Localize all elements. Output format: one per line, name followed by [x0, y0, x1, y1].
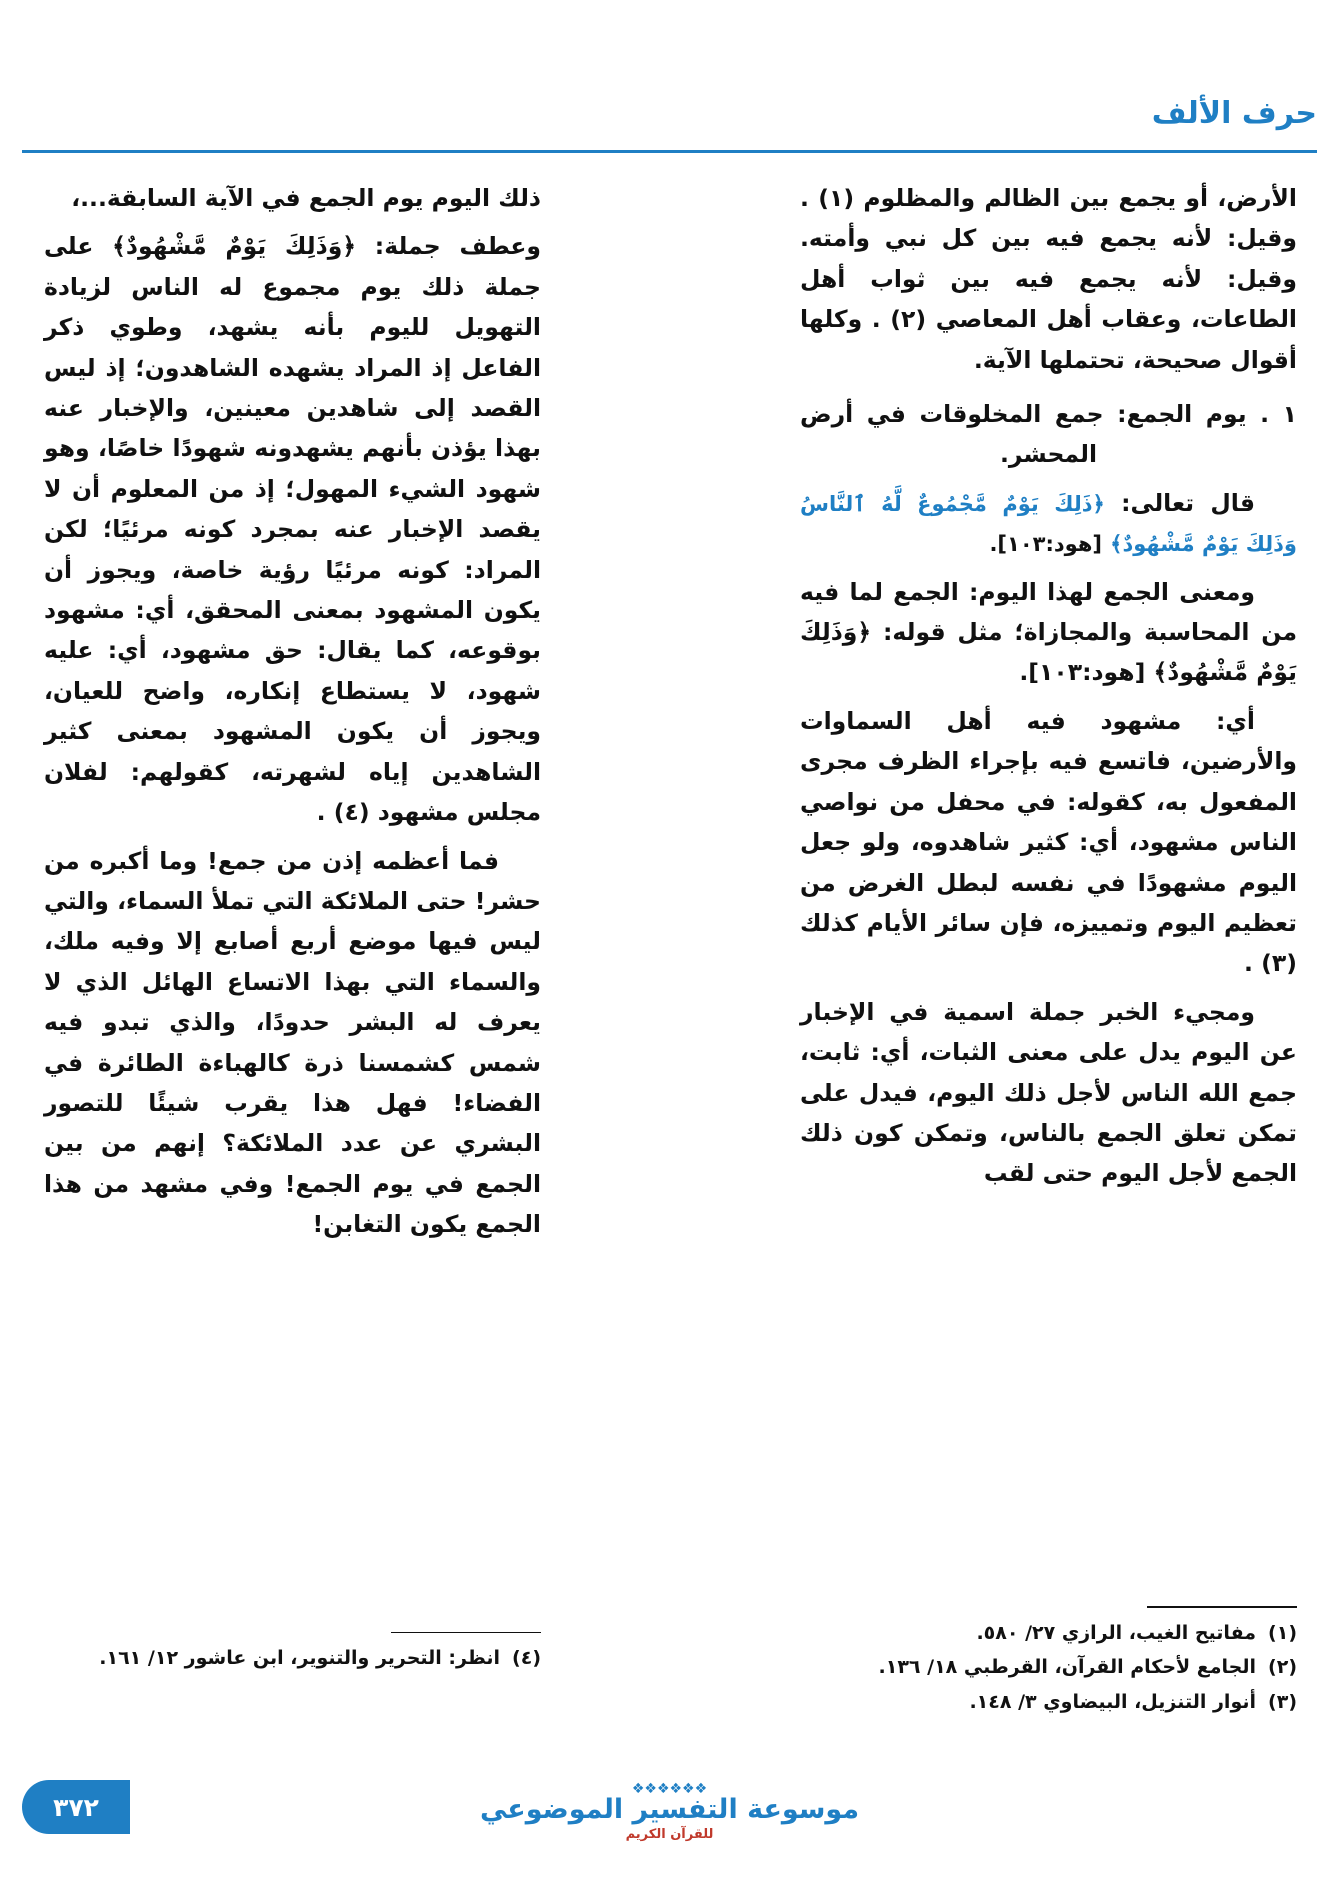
page-number: ٣٧٢ [22, 1780, 130, 1834]
header-title: حرف الألف [1151, 96, 1317, 131]
footnote-item [800, 1652, 1297, 1683]
column-left [44, 178, 541, 1253]
footnote-text: أنوار التنزيل، البيضاوي ٣/ ١٤٨. [969, 1691, 1257, 1714]
quran-verse-text: ﴿ذَلِكَ يَوْمٌ مَّجْمُوعٌ لَّهُ ٱلنَّاسُ [800, 491, 1105, 516]
column-right [800, 178, 1297, 1202]
paragraph [800, 992, 1297, 1194]
page-footer [0, 1758, 1339, 1848]
paragraph [44, 226, 541, 832]
paragraph-text: ومعنى الجمع لهذا اليوم: الجمع لما فيه من المحاسبة والمجازاة؛ مثل قوله: ﴿وَذَلِكَ يَوْمٌ مَّشْهُودٌ﴾ [هود:١٠٣]. [800, 577, 1297, 687]
footnote-item [44, 1643, 541, 1674]
paragraph-text: الأرض، أو يجمع بين الظالم والمظلوم (١) . وقيل: لأنه يجمع فيه بين كل نبي وأمته. وقيل: لأنه يجمع فيه بين ثواب أهل الطاعات، وعقاب أهل المعاصي (٢) . وكلها أقوال صحيحة، تحتملها الآية. [800, 184, 1297, 374]
footnote-text: الجامع لأحكام القرآن، القرطبي ١٨/ ١٣٦. [878, 1656, 1257, 1679]
logo-subtitle: للقرآن الكريم [625, 1827, 714, 1842]
footnote-number: (٤) [512, 1647, 541, 1670]
footnote-item [800, 1687, 1297, 1718]
footnote-divider [1147, 1606, 1297, 1608]
quran-lead-in: قال تعالى: [1121, 488, 1255, 517]
entry-term: يوم الجمع: [1117, 400, 1247, 429]
header-divider [22, 150, 1317, 153]
paragraph-text: ومجيء الخبر جملة اسمية في الإخبار عن اليوم يدل على معنى الثبات، أي: ثابت، جمع الله الناس لأجل ذلك اليوم، فيدل على تمكن تعلق الجمع بالناس، وتمكن كون ذلك الجمع لأجل اليوم حتى لقب [800, 997, 1297, 1188]
footnote-text: مفاتيح الغيب، الرازي ٢٧/ ٥٨٠. [976, 1621, 1257, 1644]
paragraph [44, 841, 541, 1245]
footnote-number: (١) [1268, 1621, 1297, 1644]
paragraph-text: ذلك اليوم يوم الجمع في الآية السابقة...، [71, 184, 541, 212]
paragraph [800, 178, 1297, 380]
quran-citation-1 [800, 483, 1297, 564]
paragraph-text: وعطف جملة: ﴿وَذَلِكَ يَوْمٌ مَّشْهُودٌ﴾ على جملة ذلك يوم مجموع له الناس لزيادة التهويل لليوم بأنه يشهد، وطوي ذكر الفاعل إذ المراد يشهده الشاهدون؛ إذ ليس القصد إلى شاهدين معينين، والإخبار عنه بهذا يؤذن بأنهم يشهدونه شهودًا خاصًا، وهو شهود الشيء المهول؛ إذ من المعلوم أن لا يقصد الإخبار عنه بمجرد كونه مرئيًا؛ لكن المراد: كونه مرئيًا رؤية خاصة، ويجوز أن يكون المشهود بمعنى المحقق، أي: مشهود بوقوعه، كما يقال: حق مشهود، أي: عليه شهود، لا يستطاع إنكاره، واضح للعيان، ويجوز أن يكون المشهود بمعنى كثير الشاهدين إياه لشهرته، كقولهم: لفلان مجلس مشهود (٤) . [44, 232, 541, 827]
quran-verse-reference: [هود:١٠٣]. [989, 532, 1102, 557]
page-header [22, 96, 1317, 160]
footnotes-left [44, 1632, 541, 1678]
footnote-divider [391, 1632, 541, 1634]
quran-verse-text-cont: وَذَلِكَ يَوْمٌ مَّشْهُودٌ﴾ [1110, 532, 1297, 557]
footnotes-right [800, 1606, 1297, 1722]
numbered-entry [800, 394, 1297, 475]
footnote-text: انظر: التحرير والتنوير، ابن عاشور ١٢/ ١٦١. [99, 1647, 501, 1670]
publisher-logo [479, 1780, 860, 1842]
footnote-number: (٣) [1268, 1691, 1297, 1714]
footnote-item [800, 1618, 1297, 1649]
footnote-number: (٢) [1268, 1656, 1297, 1679]
paragraph [800, 572, 1297, 693]
entry-number: ١ . [1260, 400, 1298, 429]
paragraph [800, 701, 1297, 984]
entry-text: جمع المخلوقات في أرض المحشر. [800, 400, 1104, 469]
paragraph [44, 178, 541, 218]
logo-ornament: ❖❖❖❖❖❖ [631, 1780, 708, 1797]
paragraph-text: أي: مشهود فيه أهل السماوات والأرضين، فاتسع فيه بإجراء الظرف مجرى المفعول به، كقوله: في محفل من نواصي الناس مشهود، أي: كثير شاهدوه، ولو جعل اليوم مشهودًا في نفسه لبطل الغرض من تعظيم اليوم وتمييزه، فإن سائر الأيام كذلك (٣) . [800, 706, 1297, 978]
logo-title: موسوعة التفسير الموضوعي [479, 1794, 860, 1826]
paragraph-text: فما أعظمه إذن من جمع! وما أكبره من حشر! حتى الملائكة التي تملأ السماء، والتي ليس فيها موضع أربع أصابع إلا وفيه ملك، والسماء التي بهذا الاتساع الهائل الذي لا يعرف له البشر حدودًا، والذي تبدو فيه شمس كشمسنا ذرة كالهباءة الطائرة في الفضاء! فهل هذا يقرب شيئًا للتصور البشري عن عدد الملائكة؟ إنهم من بين الجمع في يوم الجمع! وفي مشهد من هذا الجمع يكون التغابن! [44, 846, 541, 1239]
